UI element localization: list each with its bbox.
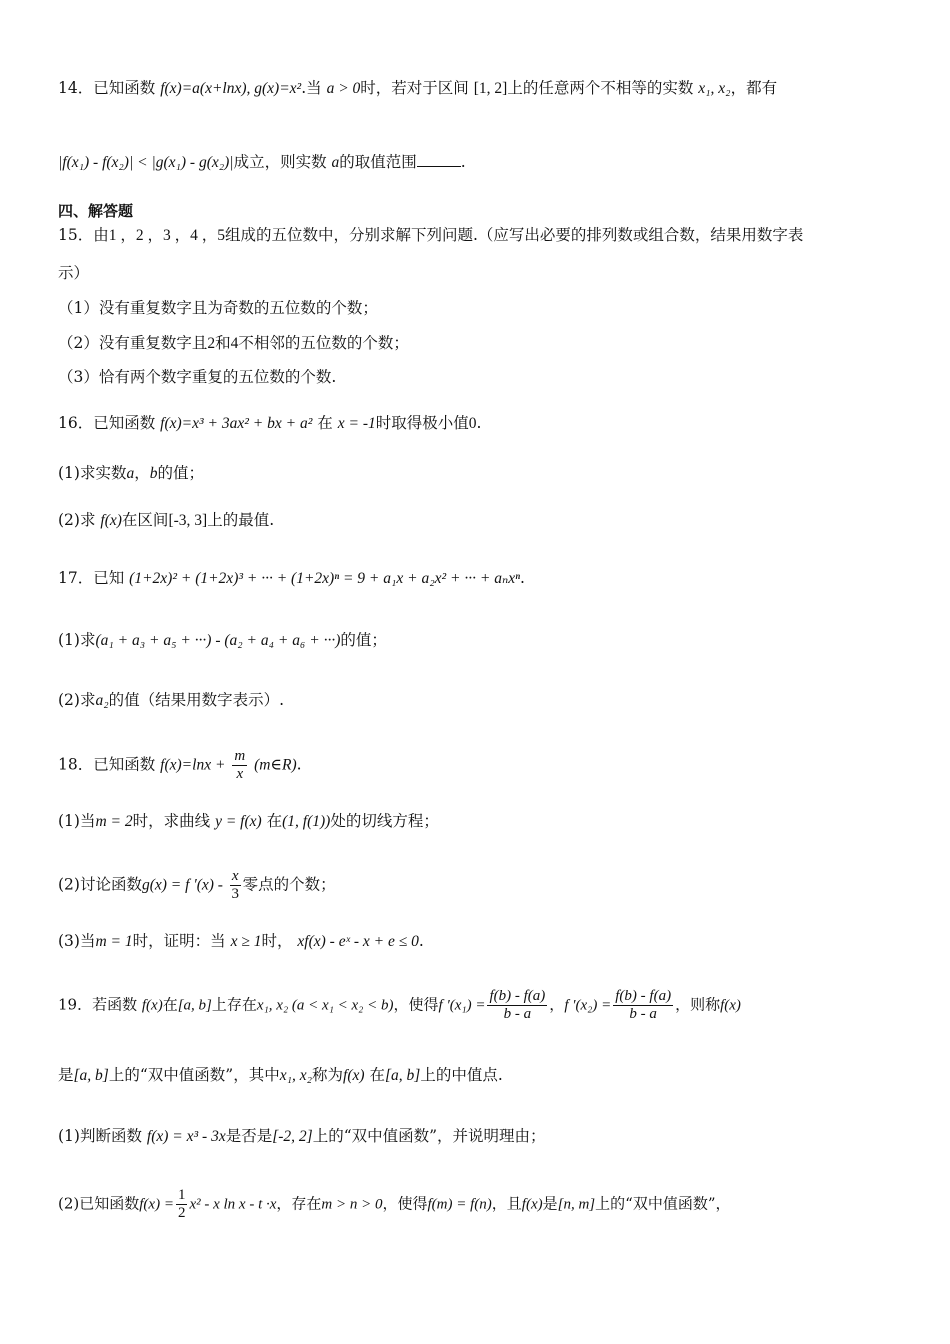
formula: 0 <box>468 415 477 432</box>
text: （2）没有重复数字且 <box>58 334 208 352</box>
fraction <box>613 988 673 1023</box>
denominator: 2 <box>177 1205 186 1221</box>
text: 上的任意两个不相等的实数 <box>507 79 694 97</box>
formula: x² - x ln x - t ·x <box>189 1196 277 1213</box>
q15-part-1: （1）没有重复数字且为奇数的五位数的个数； <box>58 299 378 317</box>
text: 已知函数 <box>93 79 156 97</box>
text: ，则称 <box>675 995 721 1014</box>
text: 成立，则实数 <box>233 153 327 171</box>
text: 的值； <box>340 631 387 649</box>
numerator: f(b) - f(a) <box>615 988 672 1004</box>
text: 18．已知函数 <box>58 755 156 774</box>
formula: a <box>331 154 340 171</box>
text: 时， <box>261 932 293 950</box>
text: 上的中值点. <box>420 1066 503 1084</box>
q14-line-2 <box>58 150 910 175</box>
text: ，存在 <box>276 1194 322 1213</box>
q19-part-2 <box>58 1187 910 1222</box>
q16-line-1 <box>58 411 910 436</box>
formula: a > 0 <box>326 80 361 97</box>
text: 在区间 <box>121 511 169 529</box>
formula: m > n > 0 <box>321 1196 383 1213</box>
answer-blank <box>417 152 461 167</box>
formula: f ′(x₂) = <box>564 997 612 1014</box>
q18-part-2 <box>58 868 910 903</box>
text: (2)讨论函数 <box>58 875 142 894</box>
text: .当 <box>301 79 322 97</box>
section-heading: 四、解答题 <box>58 202 134 220</box>
q17-part-1 <box>58 628 910 653</box>
text: 时取得极小值 <box>375 414 469 432</box>
q18-part-1 <box>58 809 910 834</box>
text: 的值； <box>157 464 204 482</box>
q15-line-2: 示） <box>58 264 90 282</box>
formula: [-2, 2] <box>272 1128 313 1145</box>
text: (2)求 <box>58 691 96 709</box>
text: 在 <box>317 414 333 432</box>
formula: x₁, x₂ <box>279 1067 312 1084</box>
denominator: b - a <box>503 1006 532 1022</box>
q18-line-1 <box>58 748 910 783</box>
text: . <box>476 414 482 432</box>
formula: |f(x₁) - f(x₂)| < |g(x₁) - g(x₂)| <box>58 154 234 171</box>
text: 上的“双中值函数”，并说明理由； <box>312 1127 546 1145</box>
text: 在 <box>266 812 283 830</box>
formula: [-3, 3] <box>168 512 208 529</box>
text: (2)已知函数 <box>58 1194 140 1213</box>
text: 是 <box>542 1194 558 1213</box>
formula: 1 ，2 ，3 ，4 ，5 <box>108 227 225 244</box>
q17-line-1 <box>58 566 910 591</box>
text: ，使得 <box>382 1194 428 1213</box>
formula: f(x)=x³ + 3ax² + bx + a² <box>160 415 313 432</box>
formula: f(x) = <box>139 1196 174 1213</box>
q15-part-2 <box>58 331 910 356</box>
text: 零点的个数； <box>242 875 336 894</box>
q19-part-1 <box>58 1124 910 1149</box>
text: . <box>460 153 466 171</box>
q16-part-2 <box>58 508 910 533</box>
fraction <box>230 868 241 903</box>
q14-line-1 <box>58 76 910 101</box>
formula: y = f(x) <box>215 813 262 830</box>
text: . <box>418 932 424 950</box>
formula: 2 <box>207 335 216 352</box>
numerator: 1 <box>177 1187 186 1203</box>
formula: a₂ <box>95 692 109 709</box>
formula: [1, 2] <box>473 80 508 97</box>
text: 15．由 <box>58 226 109 244</box>
numerator: x <box>231 868 239 884</box>
question-number: 14． <box>58 79 94 97</box>
formula: (a₁ + a₃ + a₅ + ···) - (a₂ + a₄ + a₆ + ···) <box>95 632 341 649</box>
text: . <box>520 569 525 587</box>
formula: x₁, x₂ (a < x₁ < x₂ < b) <box>256 997 394 1014</box>
formula: (1+2x)² + (1+2x)³ + ··· + (1+2x)ⁿ = 9 + a₁x + a₂x² + ··· + aₙxⁿ <box>129 570 520 587</box>
numerator: m <box>234 748 246 764</box>
text: (1)求实数 <box>58 464 127 482</box>
formula: (m∈R) <box>254 756 297 774</box>
formula: f(x) <box>720 997 741 1014</box>
fraction <box>487 988 547 1023</box>
formula: [a, b] <box>384 1067 421 1084</box>
q17-part-2 <box>58 688 910 713</box>
text: 17．已知 <box>58 569 125 587</box>
text: (3)当 <box>58 932 96 950</box>
denominator: b - a <box>629 1006 657 1022</box>
formula: x = -1 <box>337 415 376 432</box>
text: ， <box>549 995 565 1014</box>
formula: x₁, x₂ <box>698 80 731 97</box>
text: 上的“双中值函数”， <box>595 1194 731 1213</box>
fraction <box>232 748 247 783</box>
text: 处的切线方程； <box>330 812 439 830</box>
text: 时，若对于区间 <box>360 79 469 97</box>
text: ，使得 <box>393 995 439 1014</box>
text: 称为 <box>312 1066 344 1084</box>
text: 16．已知函数 <box>58 414 156 432</box>
formula: f(x) <box>141 997 163 1014</box>
formula: f(m) = f(n) <box>427 1196 492 1213</box>
formula: f(x) <box>100 512 122 529</box>
formula: f(x) = x³ - 3x <box>146 1128 226 1145</box>
formula: f ′(x₁) = <box>438 997 486 1014</box>
text: 组成的五位数中，分别求解下列问题.（应写出必要的排列数或组合数，结果用数字表 <box>225 226 804 244</box>
formula: x ≥ 1 <box>230 933 262 950</box>
denominator: x <box>236 766 244 782</box>
text: 上的最值. <box>207 511 275 529</box>
formula: (1, f(1)) <box>282 813 331 830</box>
text: 不相邻的五位数的个数； <box>238 334 409 352</box>
fraction <box>176 1187 188 1222</box>
q19-line-2 <box>58 1063 910 1088</box>
text: ，且 <box>491 1194 522 1213</box>
formula: f(x) <box>521 1196 543 1213</box>
formula: g(x) = f ′(x) - <box>141 876 223 894</box>
formula: b <box>149 465 158 482</box>
text: (1)求 <box>58 631 96 649</box>
text: 是 <box>58 1066 74 1084</box>
formula: 4 <box>230 335 239 352</box>
text: 的取值范围 <box>339 153 417 171</box>
text: 19．若函数 <box>58 995 138 1014</box>
q18-part-3 <box>58 929 910 954</box>
text: (2)求 <box>58 511 96 529</box>
text: 的值（结果用数字表示）. <box>108 691 285 709</box>
formula: [n, m] <box>557 1196 596 1213</box>
text: 时，求曲线 <box>132 812 211 830</box>
denominator: 3 <box>231 886 239 902</box>
text: ， <box>134 464 150 482</box>
text: 是否是 <box>225 1127 273 1145</box>
formula: a <box>126 465 135 482</box>
formula: xf(x) - eˣ - x + e ≤ 0 <box>297 933 419 950</box>
text: 时，证明：当 <box>132 932 226 950</box>
formula: m = 1 <box>95 933 133 950</box>
text: 上的“双中值函数”，其中 <box>108 1066 280 1084</box>
numerator: f(b) - f(a) <box>489 988 546 1004</box>
q15-line-1 <box>58 223 910 248</box>
text: 上存在 <box>211 995 257 1014</box>
text: . <box>296 755 302 774</box>
text: 在 <box>369 1066 385 1084</box>
text: ，都有 <box>730 79 778 97</box>
text: (1)当 <box>58 812 96 830</box>
formula: [a, b] <box>73 1067 109 1084</box>
formula: m = 2 <box>95 813 133 830</box>
q15-part-3: （3）恰有两个数字重复的五位数的个数. <box>58 368 337 386</box>
formula: f(x)=lnx + <box>160 756 226 774</box>
q16-part-1 <box>58 461 910 486</box>
text: 和 <box>215 334 231 352</box>
formula: f(x) <box>343 1067 365 1084</box>
formula: f(x)=a(x+lnx), g(x)=x² <box>160 80 302 97</box>
text: 在 <box>162 995 178 1014</box>
q19-line-1 <box>58 988 910 1023</box>
text: (1)判断函数 <box>58 1127 142 1145</box>
formula: [a, b] <box>177 997 212 1014</box>
